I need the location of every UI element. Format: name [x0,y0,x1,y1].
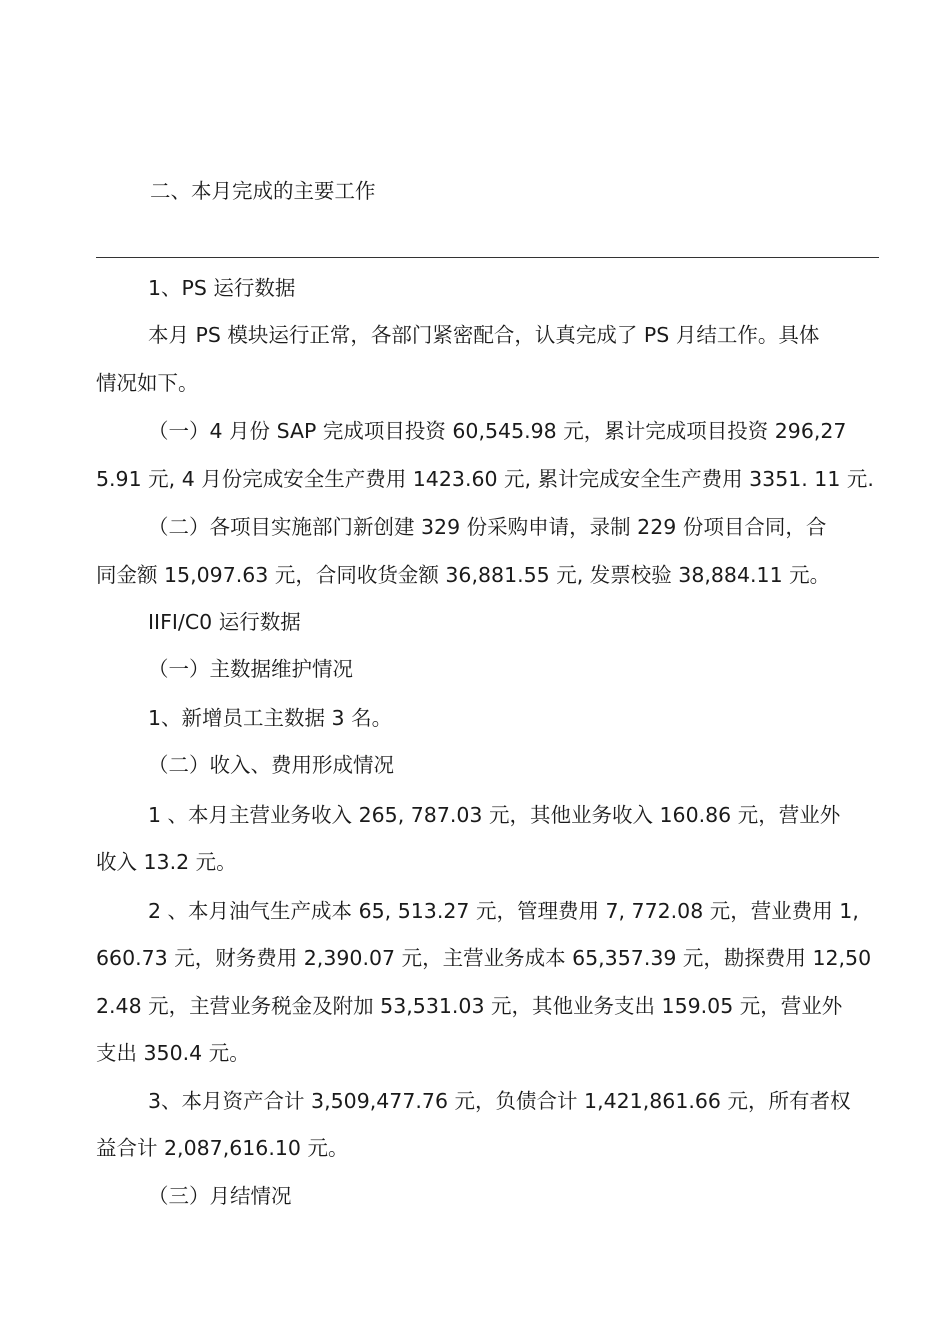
paragraph-line: （三）月结情况 [148,1184,292,1208]
paragraph-line: 2.48 元，主营业务税金及附加 53,531.03 元，其他业务支出 159.05 元，营业外 [96,994,843,1018]
paragraph-line: 2 、本月油气生产成本 65, 513.27 元，管理费用 7, 772.08 元，营业费用 1, [148,899,859,923]
paragraph-line: （二）收入、费用形成情况 [148,753,394,777]
paragraph-line: 同金额 15,097.63 元，合同收货金额 36,881.55 元, 发票校验 38,884.11 元。 [96,563,831,587]
paragraph-line: 本月 PS 模块运行正常，各部门紧密配合，认真完成了 PS 月结工作。具体 [148,323,820,347]
paragraph-line: 5.91 元, 4 月份完成安全生产费用 1423.60 元, 累计完成安全生产费用 3351. 11 元. [96,467,874,491]
horizontal-rule [96,257,879,258]
paragraph-line: 1 、本月主营业务收入 265, 787.03 元，其他业务收入 160.86 元，营业外 [148,803,841,827]
paragraph-line: 支出 350.4 元。 [96,1041,250,1065]
section-heading: 二、本月完成的主要工作 [150,179,376,203]
paragraph-line: 情况如下。 [96,371,199,395]
paragraph-line: 1、新增员工主数据 3 名。 [148,706,393,730]
paragraph-line: 收入 13.2 元。 [96,850,237,874]
paragraph-line: （一）4 月份 SAP 完成项目投资 60,545.98 元，累计完成项目投资 296,27 [148,419,847,443]
paragraph-line: 1、PS 运行数据 [148,276,296,300]
paragraph-line: IIFI/C0 运行数据 [148,610,301,634]
paragraph-line: （二）各项目实施部门新创建 329 份采购申请，录制 229 份项目合同，合 [148,515,827,539]
paragraph-line: （一）主数据维护情况 [148,657,353,681]
paragraph-line: 660.73 元，财务费用 2,390.07 元，主营业务成本 65,357.39 元，勘探费用 12,50 [96,946,872,970]
paragraph-line: 3、本月资产合计 3,509,477.76 元，负债合计 1,421,861.66 元，所有者权 [148,1089,851,1113]
paragraph-line: 益合计 2,087,616.10 元。 [96,1136,349,1160]
